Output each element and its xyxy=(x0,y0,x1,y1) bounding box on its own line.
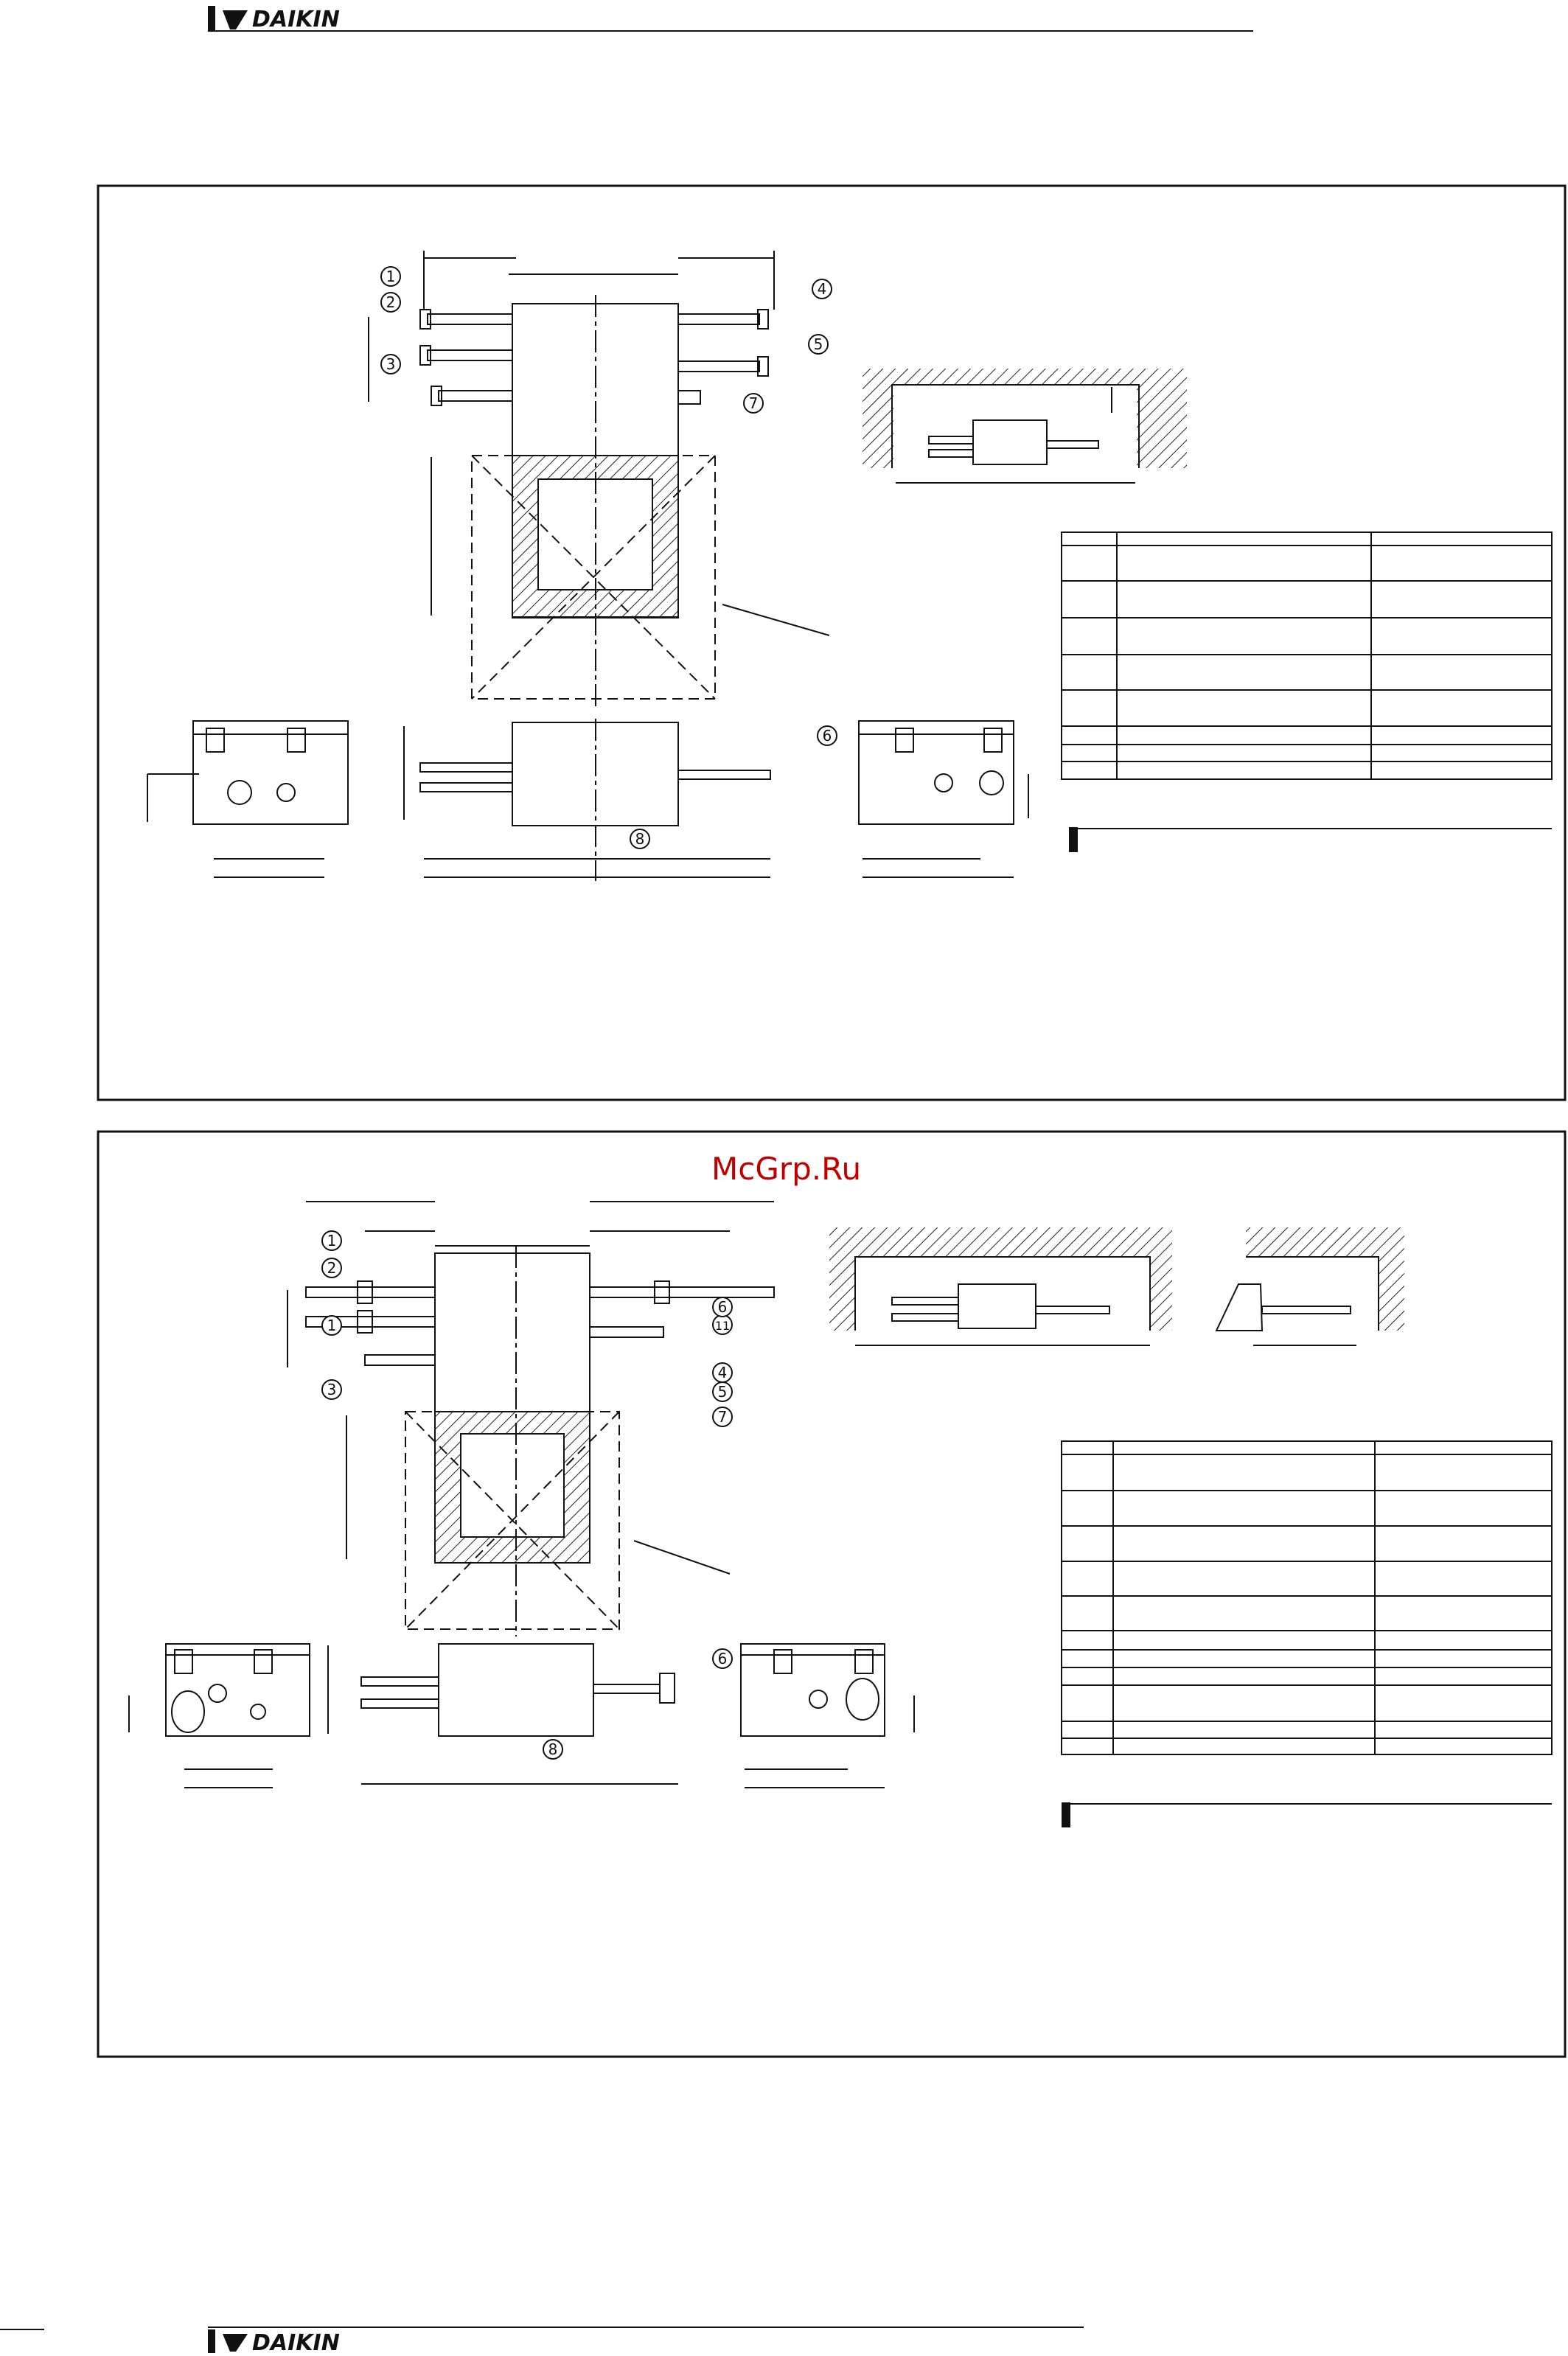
callout-3 xyxy=(381,355,400,374)
header-bar xyxy=(208,6,215,31)
panel-2-spec-table xyxy=(1062,1441,1552,1754)
callout-2-8 xyxy=(543,1740,562,1759)
footer xyxy=(0,2327,1084,2353)
front-view-body-2 xyxy=(439,1644,593,1736)
panel-1-frame xyxy=(98,186,1565,1100)
panel-2 xyxy=(98,1132,1565,2057)
header xyxy=(208,6,1253,32)
panel-2-elevation-views xyxy=(129,1644,914,1788)
callout-2-1 xyxy=(322,1231,341,1250)
callout-2-4 xyxy=(713,1363,732,1382)
svg-text:6: 6 xyxy=(717,1650,728,1667)
callout-5 xyxy=(809,335,828,354)
callout-4 xyxy=(812,279,832,299)
callout-1 xyxy=(381,267,400,286)
callout-2-7 xyxy=(713,1407,732,1426)
panel-2-installation-space xyxy=(829,1227,1404,1345)
callout-2-3 xyxy=(322,1380,341,1399)
svg-text:7: 7 xyxy=(748,394,759,412)
pipe-3 xyxy=(439,391,512,401)
callout-2-5 xyxy=(713,1382,732,1401)
callout-2-1b xyxy=(322,1316,341,1335)
svg-text:1: 1 xyxy=(327,1317,337,1334)
svg-text:6: 6 xyxy=(822,727,832,745)
drain-7 xyxy=(678,391,700,404)
panel-1-elevation-views xyxy=(147,719,1028,881)
pipe-2 xyxy=(428,350,512,360)
callout-2-11 xyxy=(713,1315,732,1334)
pipe-4 xyxy=(678,314,759,324)
svg-text:1: 1 xyxy=(386,268,396,285)
panel-2-plan-view xyxy=(288,1202,774,1637)
panel-2-note-bar xyxy=(1062,1802,1552,1827)
pipe-5 xyxy=(678,361,759,372)
end-view-right-2 xyxy=(741,1644,885,1736)
brand-name: DAIKIN xyxy=(252,7,340,32)
svg-text:5: 5 xyxy=(813,335,823,353)
end-view-left-2 xyxy=(166,1644,310,1736)
end-view-right xyxy=(859,721,1014,824)
svg-text:7: 7 xyxy=(717,1408,728,1426)
svg-text:3: 3 xyxy=(327,1381,337,1398)
watermark: McGrp.Ru xyxy=(711,1151,862,1187)
pipe-1 xyxy=(428,314,512,324)
svg-text:5: 5 xyxy=(717,1383,728,1401)
footer-bar xyxy=(208,2329,215,2353)
svg-text:8: 8 xyxy=(548,1740,558,1758)
svg-text:2: 2 xyxy=(327,1259,337,1277)
svg-text:1: 1 xyxy=(327,1232,337,1250)
callout-2-6 xyxy=(713,1297,732,1317)
svg-text:8: 8 xyxy=(635,830,645,848)
svg-text:11: 11 xyxy=(714,1319,731,1333)
panel-1-installation-space xyxy=(863,369,1187,483)
callout-8 xyxy=(630,829,649,848)
svg-text:2: 2 xyxy=(386,293,396,311)
callout-2-2 xyxy=(322,1258,341,1278)
svg-text:6: 6 xyxy=(717,1298,728,1316)
callout-7 xyxy=(744,394,763,413)
panel-1-plan-view xyxy=(369,251,829,708)
svg-text:4: 4 xyxy=(817,280,827,298)
callout-2 xyxy=(381,293,400,312)
panel-1-note-bar xyxy=(1069,827,1552,852)
svg-text:3: 3 xyxy=(386,355,396,373)
brand-name-footer: DAIKIN xyxy=(252,2330,340,2353)
callout-2-6b xyxy=(713,1649,732,1668)
end-view-left xyxy=(193,721,348,824)
callout-6 xyxy=(818,726,837,745)
daikin-logo-icon xyxy=(223,7,340,32)
svg-text:4: 4 xyxy=(717,1364,728,1381)
panel-1 xyxy=(98,186,1565,1100)
panel-1-spec-table xyxy=(1062,532,1552,779)
daikin-logo-footer-icon xyxy=(223,2330,340,2353)
